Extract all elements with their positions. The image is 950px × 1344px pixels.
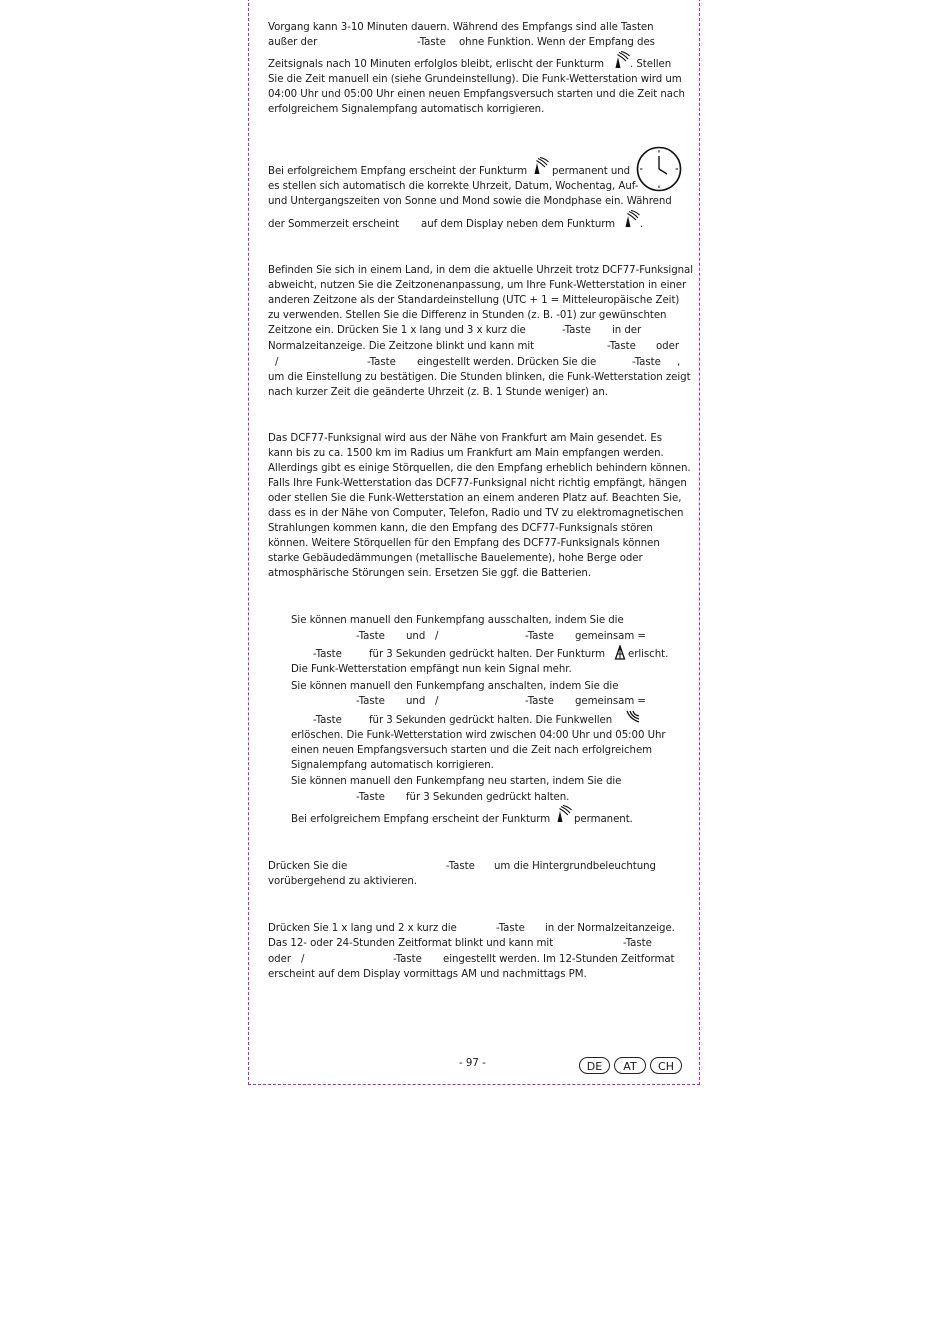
text-line: erscheint auf dem Display vormittags AM und nachmittags PM. <box>268 969 587 980</box>
text-line: -Taste <box>562 325 591 336</box>
text-line: gemeinsam = <box>575 696 646 707</box>
text-line: ohne Funktion. Wenn der Empfang des <box>459 37 655 48</box>
text-line: / <box>301 954 305 965</box>
text-line: für 3 Sekunden gedrückt halten. Der Funkturm <box>369 649 605 660</box>
text-line: oder <box>656 341 679 352</box>
text-line: / <box>435 696 439 707</box>
radio-tower-icon <box>614 51 630 69</box>
text-line: auf dem Display neben dem Funkturm <box>421 219 616 230</box>
text-line: erfolgreichem Signalempfang automatisch korrigieren. <box>268 104 545 115</box>
text-line: um die Hintergrundbeleuchtung <box>494 861 656 872</box>
radio-tower-icon <box>556 805 572 823</box>
text-line: dass es in der Nähe von Computer, Telefon, Radio und TV zu elektromagnetischen <box>268 508 684 519</box>
text-line: einen neuen Empfangsversuch starten und die Zeit nach erfolgreichem <box>291 745 653 756</box>
text-line: Drücken Sie die <box>268 861 348 872</box>
text-line: Signalempfang automatisch korrigieren. <box>291 760 494 771</box>
text-line: . Stellen <box>630 59 672 70</box>
text-line: Falls Ihre Funk-Wetterstation das DCF77-Funksignal nicht richtig empfängt, hängen <box>268 478 687 489</box>
text-line: Vorgang kann 3-10 Minuten dauern. Während des Empfangs sind alle Tasten <box>268 22 654 33</box>
text-line: atmosphärische Störungen sein. Ersetzen Sie ggf. die Batterien. <box>268 568 592 579</box>
text-line: -Taste <box>313 649 342 660</box>
text-line: können. Weitere Störquellen für den Empfang des DCF77-Funksignals können <box>268 538 660 549</box>
text-line: der Sommerzeit erscheint <box>268 219 400 230</box>
text-line: vorübergehend zu aktivieren. <box>268 876 417 887</box>
page-number: - 97 - <box>459 1058 486 1069</box>
text-line: -Taste <box>496 923 525 934</box>
text-line: Das DCF77-Funksignal wird aus der Nähe von Frankfurt am Main gesendet. Es <box>268 433 663 444</box>
radio-tower-icon <box>624 210 640 228</box>
text-line: -Taste <box>446 861 475 872</box>
text-line: . <box>640 219 644 230</box>
text-line: -Taste <box>525 631 554 642</box>
text-line: Die Funk-Wetterstation empfängt nun kein Signal mehr. <box>291 664 572 675</box>
radio-tower-icon <box>533 157 549 175</box>
text-line: starke Gebäudedämmungen (metallische Bauelemente), hohe Berge oder <box>268 553 643 564</box>
country-badge-de: DE <box>579 1057 610 1074</box>
text-line: -Taste <box>607 341 636 352</box>
text-line: um die Einstellung zu bestätigen. Die Stunden blinken, die Funk-Wetterstation zeigt <box>268 372 691 383</box>
text-line: anderen Zeitzone als der Standardeinstellung (UTC + 1 = Mitteleuropäische Zeit) <box>268 295 680 306</box>
text-line: außer der <box>268 37 318 48</box>
text-line: -Taste <box>356 631 385 642</box>
text-line: 04:00 Uhr und 05:00 Uhr einen neuen Empfangsversuch starten und die Zeit nach <box>268 89 685 100</box>
text-line: Allerdings gibt es einige Störquellen, die den Empfang erheblich behindern können. <box>268 463 691 474</box>
text-line: -Taste <box>623 938 652 949</box>
text-line: Zeitzone ein. Drücken Sie 1 x lang und 3 x kurz die <box>268 325 526 336</box>
text-line: Strahlungen kommen kann, die den Empfang des DCF77-Funksignals stören <box>268 523 653 534</box>
text-line: Normalzeitanzeige. Die Zeitzone blinkt und kann mit <box>268 341 535 352</box>
text-line: und <box>406 696 426 707</box>
list-item-text: Sie können manuell den Funkempfang anschalten, indem Sie die <box>291 681 619 692</box>
text-line: Drücken Sie 1 x lang und 2 x kurz die <box>268 923 457 934</box>
country-badge-ch: CH <box>650 1057 682 1074</box>
text-line: / <box>435 631 439 642</box>
text-line: -Taste <box>356 696 385 707</box>
text-line: oder <box>268 954 291 965</box>
text-line: -Taste <box>417 37 446 48</box>
text-line: permanent. <box>574 814 633 825</box>
text-line: gemeinsam = <box>575 631 646 642</box>
text-line: Befinden Sie sich in einem Land, in dem die aktuelle Uhrzeit trotz DCF77-Funksignal <box>268 265 693 276</box>
list-item-text: Sie können manuell den Funkempfang ausschalten, indem Sie die <box>291 615 624 626</box>
country-badge-at: AT <box>614 1057 646 1074</box>
text-line: eingestellt werden. Im 12-Stunden Zeitformat <box>443 954 675 965</box>
text-line: für 3 Sekunden gedrückt halten. <box>406 792 570 803</box>
text-line: eingestellt werden. Drücken Sie die <box>417 357 597 368</box>
text-line: für 3 Sekunden gedrückt halten. Die Funkwellen <box>369 715 613 726</box>
text-line: erlöschen. Die Funk-Wetterstation wird zwischen 04:00 Uhr und 05:00 Uhr <box>291 730 666 741</box>
text-line: Bei erfolgreichem Empfang erscheint der Funkturm <box>268 166 528 177</box>
text-line: zu verwenden. Stellen Sie die Differenz in Stunden (z. B. -01) zur gewünschten <box>268 310 667 321</box>
text-line: -Taste <box>525 696 554 707</box>
text-line: in der <box>612 325 642 336</box>
text-line: -Taste <box>313 715 342 726</box>
text-line: permanent und <box>552 166 631 177</box>
text-line: erlischt. <box>628 649 669 660</box>
clock-icon <box>636 146 682 192</box>
text-line: oder stellen Sie die Funk-Wetterstation an einem anderen Platz auf. Beachten Sie, <box>268 493 682 504</box>
text-line: -Taste <box>393 954 422 965</box>
text-line: nach kurzer Zeit die geänderte Uhrzeit (z. B. 1 Stunde weniger) an. <box>268 387 608 398</box>
text-line: -Taste <box>356 792 385 803</box>
text-line: es stellen sich automatisch die korrekte Uhrzeit, Datum, Wochentag, Auf- <box>268 181 639 192</box>
text-line: in der Normalzeitanzeige. <box>545 923 675 934</box>
text-line: Das 12- oder 24-Stunden Zeitformat blinkt und kann mit <box>268 938 554 949</box>
text-line: Zeitsignals nach 10 Minuten erfolglos bleibt, erlischt der Funkturm <box>268 59 604 70</box>
list-item-text: Sie können manuell den Funkempfang neu starten, indem Sie die <box>291 776 622 787</box>
text-line: und <box>406 631 426 642</box>
text-line: , <box>677 357 681 368</box>
radio-waves-icon <box>624 709 642 725</box>
text-line: abweicht, nutzen Sie die Zeitzonenanpassung, um Ihre Funk-Wetterstation in einer <box>268 280 687 291</box>
text-line: / <box>275 357 279 368</box>
text-line: und Untergangszeiten von Sonne und Mond sowie die Mondphase ein. Während <box>268 196 672 207</box>
text-line: kann bis zu ca. 1500 km im Radius um Frankfurt am Main empfangen werden. <box>268 448 664 459</box>
radio-tower-icon <box>614 645 626 660</box>
text-line: Sie die Zeit manuell ein (siehe Grundeinstellung). Die Funk-Wetterstation wird um <box>268 74 682 85</box>
text-line: Bei erfolgreichem Empfang erscheint der Funkturm <box>291 814 551 825</box>
text-line: -Taste <box>632 357 661 368</box>
text-line: -Taste <box>367 357 396 368</box>
